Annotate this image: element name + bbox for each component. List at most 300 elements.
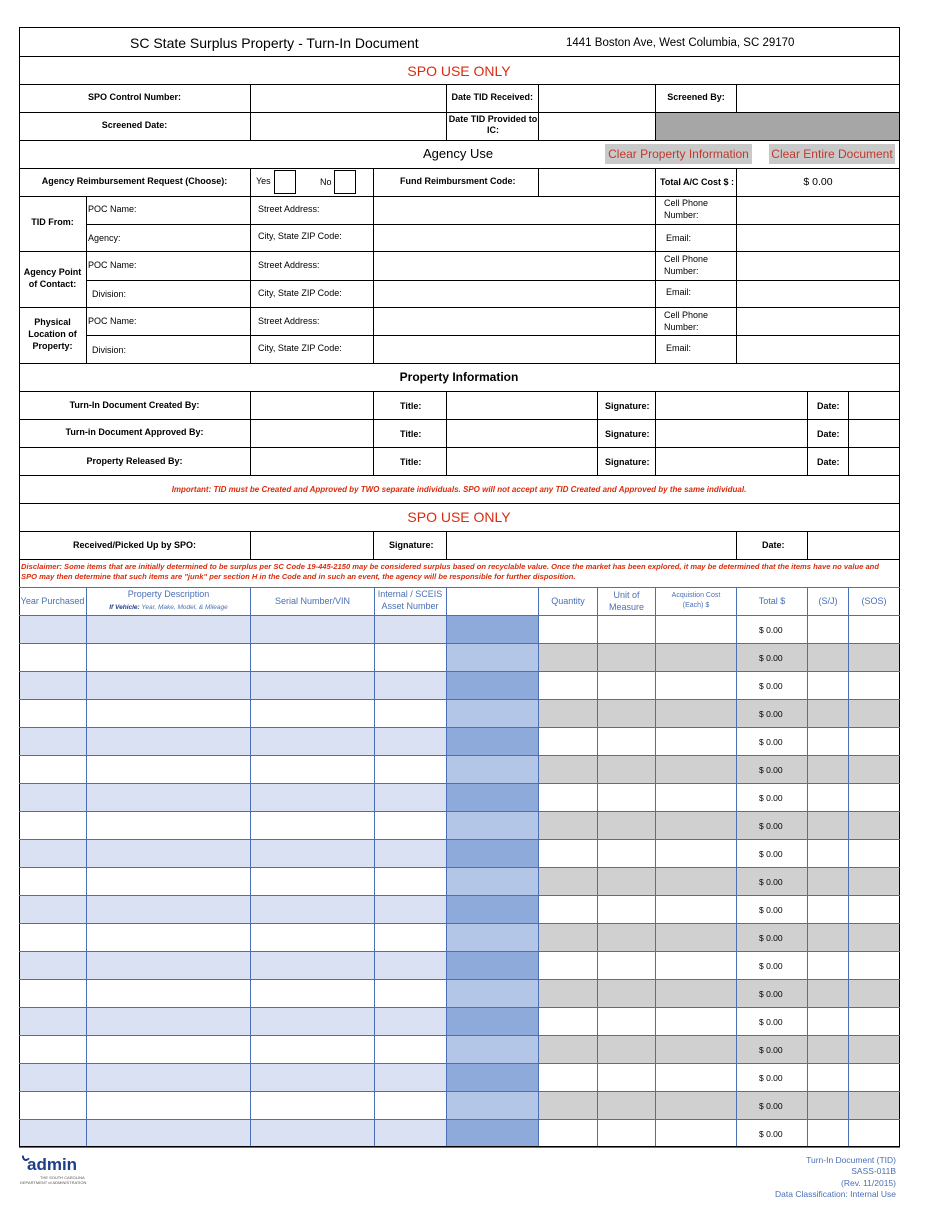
table-cell[interactable] bbox=[656, 896, 736, 923]
screened-by-label: Screened By: bbox=[667, 92, 725, 102]
table-cell[interactable] bbox=[251, 1036, 374, 1063]
grid-line bbox=[538, 84, 539, 141]
table-cell[interactable] bbox=[375, 1092, 446, 1119]
table-cell[interactable] bbox=[539, 616, 597, 643]
signature-label: Signature: bbox=[605, 429, 650, 439]
table-cell[interactable] bbox=[447, 616, 538, 643]
table-cell[interactable] bbox=[539, 840, 597, 867]
yes-label: Yes bbox=[256, 176, 271, 186]
table-cell[interactable] bbox=[375, 616, 446, 643]
table-cell[interactable] bbox=[598, 1064, 655, 1091]
table-cell[interactable] bbox=[808, 924, 848, 951]
table-cell[interactable] bbox=[87, 784, 250, 811]
table-cell[interactable] bbox=[251, 980, 374, 1007]
table-cell[interactable] bbox=[447, 1064, 538, 1091]
table-cell[interactable] bbox=[598, 784, 655, 811]
table-cell[interactable] bbox=[808, 980, 848, 1007]
screened-gray-cell bbox=[656, 112, 899, 140]
grid-line bbox=[19, 895, 900, 896]
table-cell[interactable] bbox=[849, 784, 899, 811]
table-cell[interactable] bbox=[808, 616, 848, 643]
table-cell[interactable] bbox=[87, 924, 250, 951]
table-cell[interactable] bbox=[656, 924, 736, 951]
table-cell[interactable] bbox=[849, 980, 899, 1007]
table-cell[interactable] bbox=[87, 700, 250, 727]
table-cell[interactable] bbox=[251, 952, 374, 979]
table-cell[interactable] bbox=[87, 672, 250, 699]
table-cell[interactable] bbox=[251, 1092, 374, 1119]
col-desc-sub-lead: If Vehicle: bbox=[109, 604, 140, 611]
date-provided-label-1: Date TID Provided to bbox=[448, 114, 538, 124]
table-cell[interactable] bbox=[656, 756, 736, 783]
table-cell[interactable] bbox=[808, 868, 848, 895]
table-cell[interactable] bbox=[598, 980, 655, 1007]
table-cell[interactable] bbox=[20, 728, 86, 755]
cell-phone-label-2: Number: bbox=[664, 266, 699, 276]
table-cell[interactable] bbox=[447, 1036, 538, 1063]
table-cell[interactable] bbox=[251, 924, 374, 951]
physical-location-label-1: Physical bbox=[34, 317, 71, 327]
table-cell bbox=[737, 952, 807, 979]
table-cell[interactable] bbox=[656, 1008, 736, 1035]
property-info-heading: Property Information bbox=[399, 370, 519, 384]
table-cell[interactable] bbox=[808, 1008, 848, 1035]
table-cell[interactable] bbox=[849, 1008, 899, 1035]
agency-use-heading: Agency Use bbox=[423, 146, 494, 161]
table-cell[interactable] bbox=[20, 756, 86, 783]
table-cell[interactable] bbox=[849, 672, 899, 699]
screened-date-label: Screened Date: bbox=[101, 120, 168, 130]
table-cell[interactable] bbox=[20, 896, 86, 923]
table-cell[interactable] bbox=[87, 1008, 250, 1035]
table-cell[interactable] bbox=[598, 1036, 655, 1063]
table-cell[interactable] bbox=[447, 896, 538, 923]
table-cell[interactable] bbox=[849, 616, 899, 643]
table-cell[interactable] bbox=[20, 1036, 86, 1063]
date-provided-input[interactable] bbox=[539, 113, 655, 139]
city-state-zip-label: City, State ZIP Code: bbox=[258, 231, 342, 241]
table-cell bbox=[737, 980, 807, 1007]
street-address-label: Street Address: bbox=[258, 204, 320, 214]
col-serial-header: Serial Number/VIN bbox=[274, 596, 351, 606]
signature-label: Signature: bbox=[605, 401, 650, 411]
table-cell[interactable] bbox=[598, 1092, 655, 1119]
table-cell[interactable] bbox=[20, 980, 86, 1007]
grid-line bbox=[19, 1035, 900, 1036]
table-cell[interactable] bbox=[375, 784, 446, 811]
table-cell[interactable] bbox=[539, 756, 597, 783]
row-total-value: $ 0.00 bbox=[759, 653, 783, 663]
table-cell[interactable] bbox=[447, 1120, 538, 1147]
table-cell[interactable] bbox=[808, 1064, 848, 1091]
table-cell[interactable] bbox=[808, 700, 848, 727]
table-cell[interactable] bbox=[251, 1064, 374, 1091]
grid-line bbox=[86, 224, 900, 225]
table-cell[interactable] bbox=[375, 868, 446, 895]
table-cell[interactable] bbox=[656, 672, 736, 699]
table-cell[interactable] bbox=[87, 1036, 250, 1063]
grid-line bbox=[373, 531, 374, 560]
grid-line bbox=[19, 140, 900, 141]
table-cell[interactable] bbox=[539, 784, 597, 811]
table-cell[interactable] bbox=[539, 924, 597, 951]
table-cell bbox=[737, 644, 807, 671]
street-address-label: Street Address: bbox=[258, 316, 320, 326]
spo-use-only-bottom-heading: SPO USE ONLY bbox=[407, 509, 511, 525]
grid-line bbox=[736, 84, 737, 113]
email-label: Email: bbox=[666, 287, 692, 297]
table-cell[interactable] bbox=[251, 700, 374, 727]
table-cell[interactable] bbox=[849, 868, 899, 895]
table-cell[interactable] bbox=[375, 1036, 446, 1063]
table-cell[interactable] bbox=[251, 868, 374, 895]
grid-line bbox=[446, 531, 447, 560]
table-cell[interactable] bbox=[539, 896, 597, 923]
table-cell[interactable] bbox=[251, 840, 374, 867]
spo-address: 1441 Boston Ave, West Columbia, SC 29170 bbox=[566, 37, 795, 49]
grid-line bbox=[807, 391, 808, 476]
table-cell[interactable] bbox=[598, 868, 655, 895]
table-cell[interactable] bbox=[808, 812, 848, 839]
table-cell[interactable] bbox=[447, 728, 538, 755]
title-label: Title: bbox=[400, 401, 422, 411]
table-cell[interactable] bbox=[656, 952, 736, 979]
grid-line bbox=[446, 391, 447, 476]
grid-line bbox=[19, 112, 900, 113]
grid-line bbox=[19, 1147, 900, 1148]
table-cell[interactable] bbox=[20, 924, 86, 951]
row-total-value: $ 0.00 bbox=[759, 1129, 783, 1139]
table-cell[interactable] bbox=[375, 756, 446, 783]
table-cell[interactable] bbox=[656, 728, 736, 755]
spo-date-label: Date: bbox=[762, 540, 785, 550]
table-cell[interactable] bbox=[808, 896, 848, 923]
screened-date-input[interactable] bbox=[251, 113, 446, 139]
col-uom-header-1: Unit of bbox=[613, 590, 640, 600]
table-cell[interactable] bbox=[447, 868, 538, 895]
table-cell[interactable] bbox=[656, 700, 736, 727]
table-cell[interactable] bbox=[598, 840, 655, 867]
table-cell[interactable] bbox=[598, 1120, 655, 1147]
table-cell[interactable] bbox=[375, 644, 446, 671]
table-cell[interactable] bbox=[87, 896, 250, 923]
table-cell[interactable] bbox=[251, 784, 374, 811]
table-cell[interactable] bbox=[656, 1064, 736, 1091]
table-cell[interactable] bbox=[375, 672, 446, 699]
table-cell[interactable] bbox=[849, 756, 899, 783]
row-total-value: $ 0.00 bbox=[759, 737, 783, 747]
table-cell[interactable] bbox=[539, 700, 597, 727]
cell-phone-label-2: Number: bbox=[664, 322, 699, 332]
table-cell[interactable] bbox=[447, 784, 538, 811]
grid-line bbox=[250, 196, 251, 364]
table-cell[interactable] bbox=[447, 700, 538, 727]
table-cell[interactable] bbox=[87, 952, 250, 979]
table-cell[interactable] bbox=[808, 1120, 848, 1147]
table-cell[interactable] bbox=[375, 700, 446, 727]
table-cell[interactable] bbox=[656, 784, 736, 811]
table-cell[interactable] bbox=[598, 1008, 655, 1035]
table-cell[interactable] bbox=[849, 952, 899, 979]
table-cell[interactable] bbox=[656, 812, 736, 839]
table-cell[interactable] bbox=[656, 1120, 736, 1147]
table-cell[interactable] bbox=[447, 1008, 538, 1035]
table-cell[interactable] bbox=[598, 700, 655, 727]
table-cell[interactable] bbox=[251, 896, 374, 923]
grid-line bbox=[19, 867, 900, 868]
table-cell[interactable] bbox=[375, 728, 446, 755]
table-cell bbox=[737, 812, 807, 839]
table-cell[interactable] bbox=[656, 644, 736, 671]
table-cell[interactable] bbox=[598, 672, 655, 699]
table-cell[interactable] bbox=[598, 756, 655, 783]
table-cell bbox=[737, 728, 807, 755]
no-checkbox[interactable] bbox=[334, 170, 356, 194]
poc-name-label: POC Name: bbox=[88, 260, 137, 270]
table-cell[interactable] bbox=[656, 1092, 736, 1119]
spo-signature-label: Signature: bbox=[389, 540, 434, 550]
table-cell[interactable] bbox=[87, 812, 250, 839]
grid-line bbox=[86, 280, 900, 281]
grid-line bbox=[19, 783, 900, 784]
table-cell[interactable] bbox=[375, 952, 446, 979]
grid-line bbox=[19, 251, 900, 252]
logo-text: admin bbox=[27, 1155, 78, 1174]
table-cell[interactable] bbox=[849, 728, 899, 755]
table-cell[interactable] bbox=[375, 924, 446, 951]
table-cell[interactable] bbox=[447, 924, 538, 951]
table-cell[interactable] bbox=[375, 896, 446, 923]
table-cell[interactable] bbox=[808, 728, 848, 755]
table-cell bbox=[737, 1036, 807, 1063]
table-cell[interactable] bbox=[808, 756, 848, 783]
table-cell[interactable] bbox=[251, 728, 374, 755]
table-cell[interactable] bbox=[656, 868, 736, 895]
physical-location-label-2: Location of bbox=[28, 329, 77, 339]
table-cell[interactable] bbox=[20, 616, 86, 643]
col-desc-sub-rest: Year, Make, Model, & Mileage bbox=[139, 604, 228, 611]
table-cell[interactable] bbox=[87, 644, 250, 671]
table-cell[interactable] bbox=[20, 952, 86, 979]
table-cell[interactable] bbox=[849, 644, 899, 671]
grid-line bbox=[538, 168, 539, 197]
table-cell[interactable] bbox=[808, 1036, 848, 1063]
table-cell[interactable] bbox=[849, 896, 899, 923]
grid-line bbox=[19, 615, 900, 616]
table-cell[interactable] bbox=[849, 924, 899, 951]
table-cell bbox=[737, 896, 807, 923]
table-cell[interactable] bbox=[539, 1092, 597, 1119]
table-cell[interactable] bbox=[375, 840, 446, 867]
table-cell[interactable] bbox=[20, 700, 86, 727]
row-total-value: $ 0.00 bbox=[759, 1101, 783, 1111]
agency-poc-label-1: Agency Point bbox=[23, 267, 82, 277]
table-cell[interactable] bbox=[87, 756, 250, 783]
table-cell[interactable] bbox=[251, 616, 374, 643]
table-cell[interactable] bbox=[447, 840, 538, 867]
table-cell[interactable] bbox=[808, 840, 848, 867]
table-cell[interactable] bbox=[849, 812, 899, 839]
table-cell[interactable] bbox=[20, 1092, 86, 1119]
table-cell[interactable] bbox=[539, 868, 597, 895]
table-cell[interactable] bbox=[598, 924, 655, 951]
table-cell[interactable] bbox=[656, 840, 736, 867]
grid-line bbox=[19, 671, 900, 672]
table-cell[interactable] bbox=[375, 1120, 446, 1147]
table-cell[interactable] bbox=[251, 672, 374, 699]
grid-line bbox=[19, 811, 900, 812]
table-cell[interactable] bbox=[447, 812, 538, 839]
table-cell[interactable] bbox=[849, 1092, 899, 1119]
table-cell[interactable] bbox=[598, 616, 655, 643]
table-cell[interactable] bbox=[849, 700, 899, 727]
agency-label: Agency: bbox=[88, 233, 121, 243]
table-cell[interactable] bbox=[375, 980, 446, 1007]
row-total-value: $ 0.00 bbox=[759, 961, 783, 971]
table-cell[interactable] bbox=[447, 1092, 538, 1119]
table-cell bbox=[737, 868, 807, 895]
table-cell[interactable] bbox=[598, 896, 655, 923]
table-cell[interactable] bbox=[539, 728, 597, 755]
grid-line bbox=[250, 391, 251, 476]
disclaimer-text: Disclaimer: Some items that are initially determined to be surplus per SC Code 19-445-2150 may be considered surplus based on recyclable value. Once the market has been explored, it may be determined that the items have no value and SPO may then determine that such items are "junk" per section H in the Code and in such an event, the agency will be responsible for further disposition. bbox=[21, 562, 879, 581]
table-cell bbox=[737, 700, 807, 727]
table-cell[interactable] bbox=[808, 784, 848, 811]
grid-line bbox=[597, 391, 598, 476]
table-cell[interactable] bbox=[251, 1120, 374, 1147]
table-cell[interactable] bbox=[849, 1120, 899, 1147]
table-cell[interactable] bbox=[447, 644, 538, 671]
col-qty-header: Quantity bbox=[551, 596, 585, 606]
table-cell[interactable] bbox=[539, 1064, 597, 1091]
clear-property-button[interactable]: Clear Property Information bbox=[605, 144, 752, 164]
table-cell[interactable] bbox=[375, 812, 446, 839]
table-cell[interactable] bbox=[251, 1008, 374, 1035]
grid-line bbox=[19, 391, 900, 392]
screened-by-input[interactable] bbox=[737, 86, 898, 112]
date-label: Date: bbox=[817, 401, 840, 411]
table-cell[interactable] bbox=[20, 868, 86, 895]
table-cell[interactable] bbox=[539, 1120, 597, 1147]
table-cell[interactable] bbox=[20, 1008, 86, 1035]
table-cell[interactable] bbox=[447, 672, 538, 699]
table-cell bbox=[737, 672, 807, 699]
table-cell[interactable] bbox=[849, 1064, 899, 1091]
email-label: Email: bbox=[666, 233, 692, 243]
row-total-value: $ 0.00 bbox=[759, 933, 783, 943]
fund-code-input[interactable] bbox=[539, 169, 655, 195]
grid-line bbox=[86, 196, 87, 364]
table-cell[interactable] bbox=[251, 812, 374, 839]
table-cell[interactable] bbox=[447, 980, 538, 1007]
spo-control-number-input[interactable] bbox=[251, 86, 446, 112]
col-acq-header-2: (Each) $ bbox=[682, 602, 710, 609]
col-year-header: Year Purchased bbox=[20, 596, 85, 606]
grid-line bbox=[250, 531, 251, 560]
table-cell[interactable] bbox=[20, 672, 86, 699]
table-cell[interactable] bbox=[539, 952, 597, 979]
grid-line bbox=[19, 531, 900, 532]
table-cell[interactable] bbox=[539, 644, 597, 671]
date-label: Date: bbox=[817, 457, 840, 467]
table-cell[interactable] bbox=[598, 812, 655, 839]
yes-checkbox[interactable] bbox=[274, 170, 296, 194]
table-cell[interactable] bbox=[20, 644, 86, 671]
table-cell[interactable] bbox=[808, 952, 848, 979]
footer-line-4: Data Classification: Internal Use bbox=[775, 1189, 896, 1199]
email-label: Email: bbox=[666, 343, 692, 353]
grid-line bbox=[655, 391, 656, 476]
grid-line bbox=[86, 335, 900, 336]
col-desc-header: Property Description bbox=[127, 589, 210, 599]
clear-document-button[interactable]: Clear Entire Document bbox=[769, 144, 895, 164]
poc-name-label: POC Name: bbox=[88, 204, 137, 214]
table-cell[interactable] bbox=[87, 868, 250, 895]
grid-line bbox=[373, 168, 374, 197]
table-cell bbox=[737, 756, 807, 783]
date-received-input[interactable] bbox=[539, 86, 655, 112]
grid-line bbox=[19, 951, 900, 952]
date-received-label: Date TID Received: bbox=[451, 92, 533, 102]
table-cell[interactable] bbox=[87, 616, 250, 643]
logo-sub-2: DEPARTMENT of ADMINISTRATION bbox=[20, 1180, 87, 1185]
date-label: Date: bbox=[817, 429, 840, 439]
table-cell[interactable] bbox=[87, 840, 250, 867]
table-cell bbox=[737, 924, 807, 951]
grid-line bbox=[19, 1146, 900, 1147]
table-cell bbox=[737, 1092, 807, 1119]
table-cell[interactable] bbox=[375, 1064, 446, 1091]
table-cell[interactable] bbox=[20, 1064, 86, 1091]
table-cell[interactable] bbox=[849, 1036, 899, 1063]
table-cell[interactable] bbox=[598, 644, 655, 671]
table-cell[interactable] bbox=[20, 784, 86, 811]
table-cell[interactable] bbox=[447, 756, 538, 783]
table-cell[interactable] bbox=[87, 980, 250, 1007]
table-cell[interactable] bbox=[20, 812, 86, 839]
table-cell[interactable] bbox=[87, 728, 250, 755]
table-cell[interactable] bbox=[539, 672, 597, 699]
table-cell[interactable] bbox=[539, 812, 597, 839]
table-cell[interactable] bbox=[808, 1092, 848, 1119]
table-cell[interactable] bbox=[808, 644, 848, 671]
table-cell bbox=[737, 616, 807, 643]
table-cell[interactable] bbox=[656, 1036, 736, 1063]
grid-line bbox=[736, 531, 737, 560]
table-cell[interactable] bbox=[87, 1092, 250, 1119]
table-cell[interactable] bbox=[251, 756, 374, 783]
table-cell[interactable] bbox=[539, 1036, 597, 1063]
table-cell[interactable] bbox=[539, 1008, 597, 1035]
table-cell[interactable] bbox=[20, 840, 86, 867]
table-cell[interactable] bbox=[20, 1120, 86, 1147]
table-cell[interactable] bbox=[656, 616, 736, 643]
table-cell[interactable] bbox=[656, 980, 736, 1007]
table-cell[interactable] bbox=[251, 644, 374, 671]
table-cell[interactable] bbox=[598, 952, 655, 979]
row-total-value: $ 0.00 bbox=[759, 765, 783, 775]
table-cell[interactable] bbox=[87, 1064, 250, 1091]
street-address-label: Street Address: bbox=[258, 260, 320, 270]
table-cell[interactable] bbox=[808, 672, 848, 699]
table-cell[interactable] bbox=[447, 952, 538, 979]
table-cell[interactable] bbox=[539, 980, 597, 1007]
table-cell[interactable] bbox=[375, 1008, 446, 1035]
spo-use-only-heading: SPO USE ONLY bbox=[407, 63, 511, 79]
table-cell[interactable] bbox=[87, 1120, 250, 1147]
table-cell[interactable] bbox=[598, 728, 655, 755]
table-cell[interactable] bbox=[849, 840, 899, 867]
